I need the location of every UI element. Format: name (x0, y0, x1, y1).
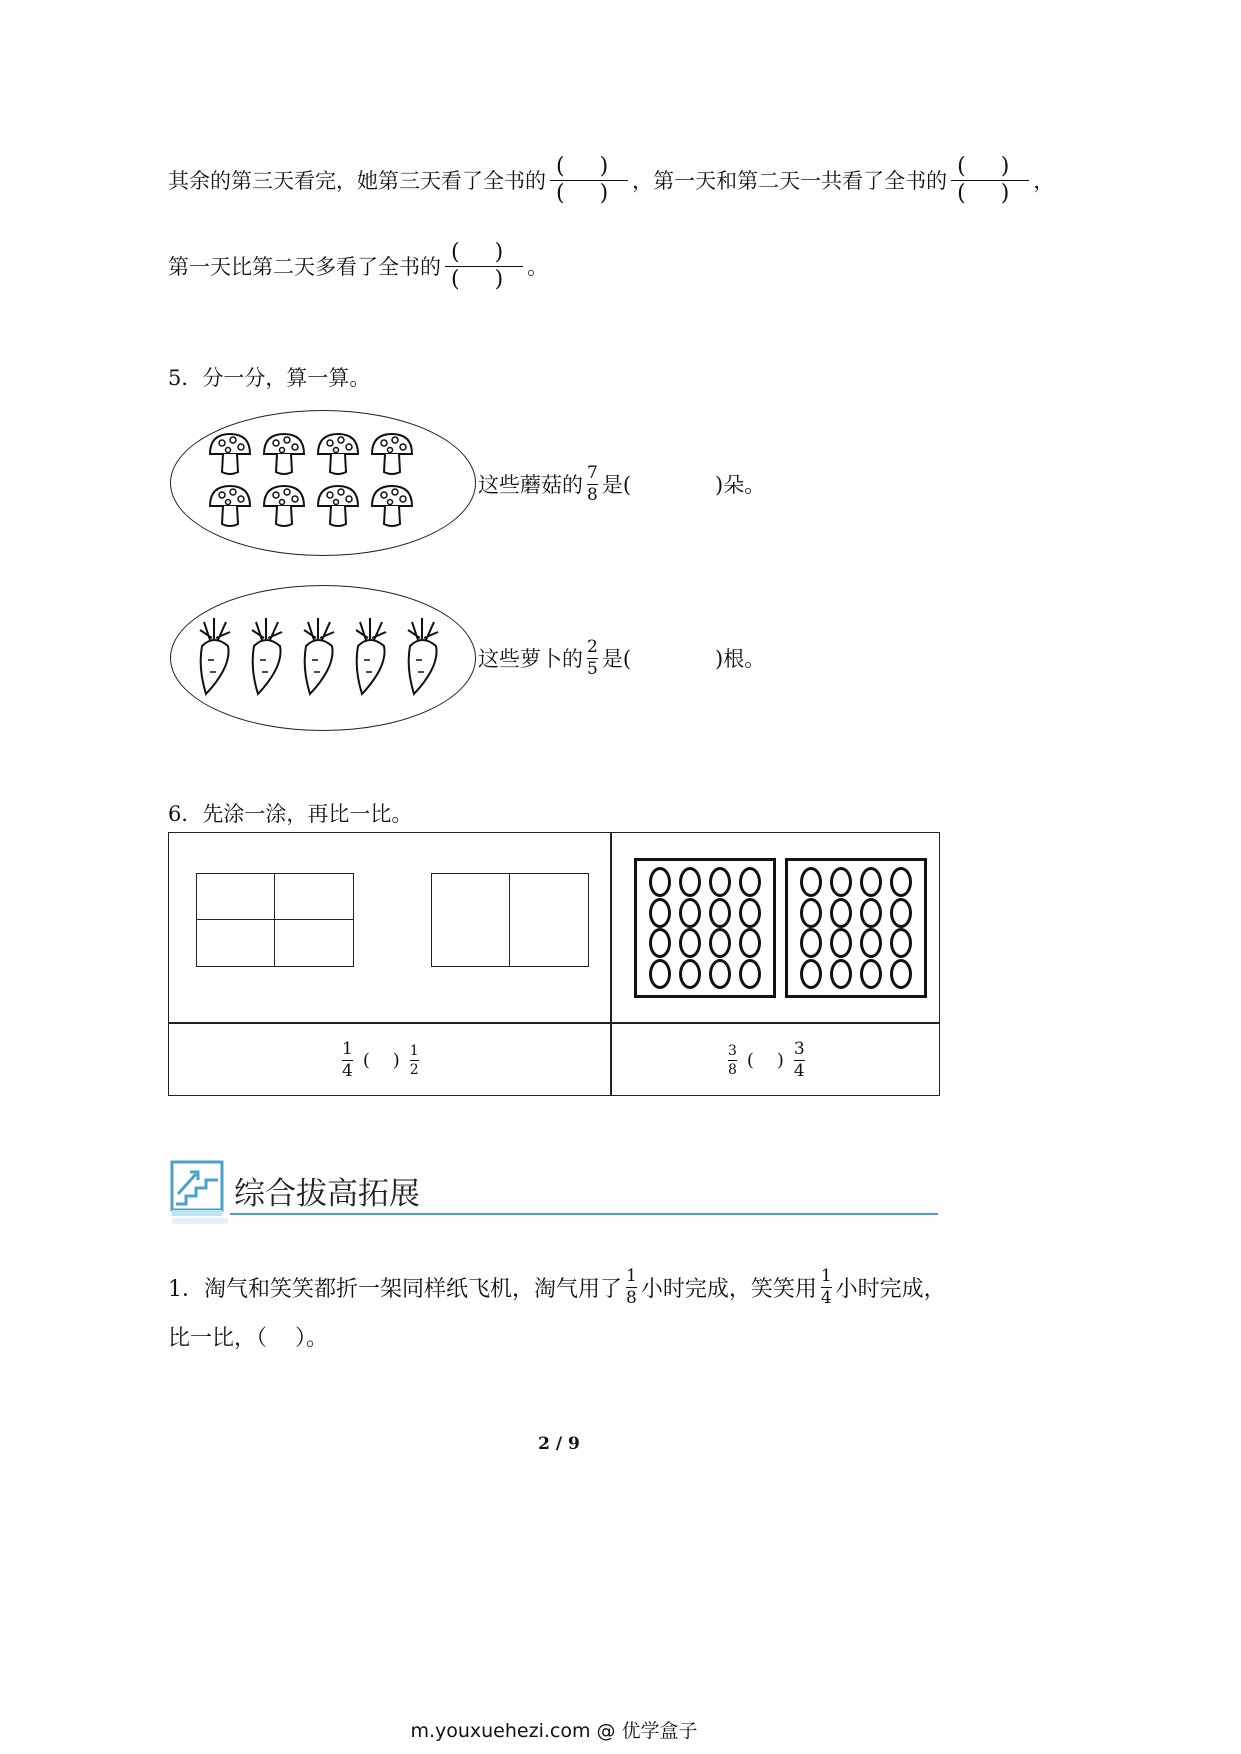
mushroom-question: 这些蘑菇的 $\frac{7}{8}$ 是( )朵。 (478, 462, 766, 505)
fraction: $\frac{7}{8}$ (587, 462, 598, 505)
circle-shape (860, 867, 882, 897)
radish-icon (408, 618, 438, 694)
fraction: $\frac{3}{8}$ (728, 1042, 737, 1078)
circle-shape (679, 928, 701, 958)
circle-shape (709, 959, 731, 989)
divider (274, 873, 275, 967)
circle-shape (649, 867, 671, 897)
circle-grid-left[interactable] (634, 858, 776, 998)
circle-shape (679, 898, 701, 928)
stairs-icon (168, 1158, 228, 1220)
q6-title: 6．先涂一涂，再比一比。 (168, 802, 413, 826)
blank-fraction[interactable]: $\frac{( )}{( )}$ (445, 242, 523, 291)
ext1-line1: 1．淘气和笑笑都折一架同样纸飞机，淘气用了 $\frac{1}{8}$ 小时完成，笑笑用 $\frac{1}{4}$ 小时完成， (168, 1265, 946, 1308)
radish-icon (200, 618, 230, 694)
radish-icon (304, 618, 334, 694)
blank-fraction[interactable]: $\frac{( )}{( )}$ (550, 156, 628, 205)
circle-shape (679, 867, 701, 897)
q4-line1 (168, 150, 1054, 210)
mushroom-icon (210, 486, 250, 526)
radish-group (190, 612, 460, 702)
section-title: 综合拔高拓展 (234, 1176, 420, 1212)
fraction: $\frac{1}{4}$ (342, 1038, 353, 1081)
mushroom-icon (264, 434, 304, 474)
fraction: $\frac{1}{8}$ (626, 1265, 637, 1308)
circle-shape (709, 898, 731, 928)
page-number: 2 / 9 (538, 1434, 580, 1454)
circle-shape (860, 898, 882, 928)
q4-text-1b: ，第一天和第二天一共看了全书的 (632, 169, 948, 193)
divider (509, 873, 510, 967)
mushroom-icon (372, 486, 412, 526)
compare-left (338, 1034, 423, 1086)
section-underline (230, 1213, 938, 1215)
circle-shape (890, 928, 912, 958)
circle-shape (890, 959, 912, 989)
circle-shape (739, 928, 761, 958)
circle-shape (739, 959, 761, 989)
circle-shape (649, 898, 671, 928)
circle-shape (739, 898, 761, 928)
radish-icon (252, 618, 282, 694)
q4-text-2b: 。 (527, 255, 549, 279)
circle-shape (739, 867, 761, 897)
mushroom-icon (264, 486, 304, 526)
q4-text-1a: 其余的第三天看完，她第三天看了全书的 (168, 169, 546, 193)
q5-title: 5．分一分，算一算。 (168, 366, 371, 390)
radish-icon (356, 618, 386, 694)
q4-text-2a: 第一天比第二天多看了全书的 (168, 255, 441, 279)
section-underline-shadow (172, 1218, 228, 1224)
fraction: $\frac{1}{4}$ (820, 1265, 832, 1308)
circle-shape (890, 898, 912, 928)
circle-shape (890, 867, 912, 897)
circle-shape (830, 898, 852, 928)
mushroom-icon (318, 486, 358, 526)
q4-line2 (168, 236, 548, 296)
ext1-line2: 比一比，（ ）。 (168, 1325, 328, 1351)
footer-watermark: m.youxuehezi.com @ 优学盒子 (410, 1720, 698, 1742)
compare-blank[interactable]: ( ) (746, 1049, 784, 1071)
blank-fraction[interactable]: $\frac{( )}{( )}$ (951, 156, 1029, 205)
circle-shape (830, 959, 852, 989)
mushroom-icon (210, 434, 250, 474)
rect-halves[interactable] (431, 873, 589, 967)
compare-blank[interactable]: ( ) (362, 1049, 400, 1071)
circle-shape (800, 928, 822, 958)
mushroom-icon (318, 434, 358, 474)
q4-text-1c: ， (1033, 169, 1055, 193)
circle-shape (800, 867, 822, 897)
circle-shape (830, 867, 852, 897)
circle-shape (649, 928, 671, 958)
divider (196, 919, 354, 920)
radish-question: 这些萝卜的 $\frac{2}{5}$ 是( )根。 (478, 636, 766, 679)
circle-shape (860, 959, 882, 989)
mushroom-icon (372, 434, 412, 474)
circle-shape (800, 898, 822, 928)
circle-shape (679, 959, 701, 989)
circle-shape (709, 867, 731, 897)
circle-shape (830, 928, 852, 958)
fraction: $\frac{1}{2}$ (409, 1042, 419, 1078)
fraction: $\frac{3}{4}$ (793, 1038, 805, 1081)
circle-shape (860, 928, 882, 958)
mushroom-group (200, 428, 440, 538)
fraction: $\frac{2}{5}$ (587, 636, 598, 679)
circle-shape (649, 959, 671, 989)
rect-quarters[interactable] (196, 873, 354, 967)
circle-grid-right[interactable] (785, 858, 927, 998)
compare-right (724, 1034, 809, 1086)
circle-shape (800, 959, 822, 989)
circle-shape (709, 928, 731, 958)
